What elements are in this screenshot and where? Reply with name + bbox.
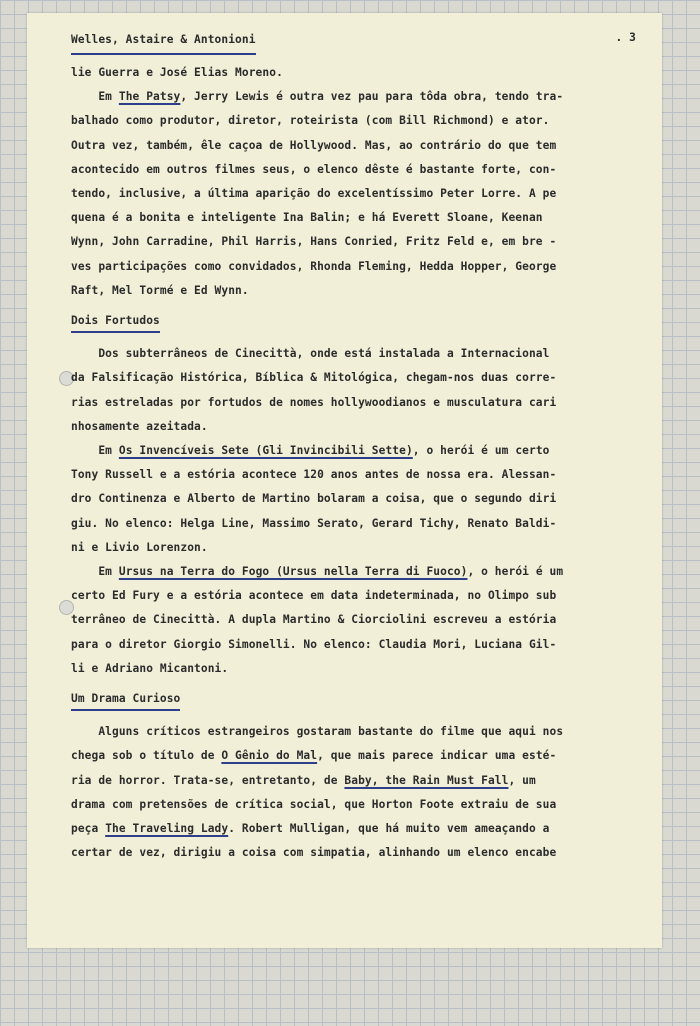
sections xyxy=(71,303,636,865)
film-title: The Traveling Lady xyxy=(105,822,229,836)
text-segment: ni e Livio Lorenzon. xyxy=(71,540,208,554)
text-line xyxy=(71,109,636,133)
text-segment: drama com pretensões de crítica social, que Horton Foote extraiu de sua xyxy=(71,797,557,811)
text-segment: nhosamente azeitada. xyxy=(71,419,208,433)
text-line xyxy=(71,536,636,560)
text-line xyxy=(71,841,636,865)
film-title: Ursus na Terra do Fogo (Ursus nella Terra di Fuoco) xyxy=(118,565,468,579)
text-segment: , o herói é um xyxy=(467,565,564,579)
text-segment: Raft, Mel Tormé e Ed Wynn. xyxy=(71,283,249,297)
text-segment: certo Ed Fury e a estória acontece em data indeterminada, no Olimpo sub xyxy=(71,589,557,603)
text-line xyxy=(71,230,636,254)
text-line xyxy=(71,633,636,657)
text-segment: ria de horror. Trata-se, entretanto, de xyxy=(71,773,345,787)
text-segment: peça xyxy=(71,822,106,836)
text-segment: , um xyxy=(508,773,536,787)
text-line xyxy=(71,487,636,511)
text-segment: Em xyxy=(71,444,119,458)
text-line xyxy=(71,342,636,366)
text-segment: Wynn, John Carradine, Phil Harris, Hans Conried, Fritz Feld e, em bre - xyxy=(71,235,557,249)
text-segment: tendo, inclusive, a última aparição do excelentíssimo Peter Lorre. A pe xyxy=(71,187,557,201)
document-text xyxy=(71,28,636,866)
text-segment: Outra vez, também, êle caçoa de Hollywood. Mas, ao contrário do que tem xyxy=(71,138,557,152)
text-line xyxy=(71,744,636,768)
text-segment: giu. No elenco: Helga Line, Massimo Serato, Gerard Tichy, Renato Baldi- xyxy=(71,516,557,530)
text-segment: Em xyxy=(71,565,119,579)
text-segment: acontecido em outros filmes seus, o elenco dêste é bastante forte, con- xyxy=(71,162,557,176)
text-segment: quena é a bonita e inteligente Ina Balin; e há Everett Sloane, Keenan xyxy=(71,211,543,225)
text-line xyxy=(71,463,636,487)
text-segment: da Falsificação Histórica, Bíblica & Mitológica, chegam-nos duas corre- xyxy=(71,371,557,385)
text-segment: , o herói é um certo xyxy=(412,444,550,458)
text-segment: Alguns críticos estrangeiros gostaram bastante do filme que aqui nos xyxy=(71,725,564,739)
text-line xyxy=(71,61,636,85)
text-segment: terrâneo de Cinecittà. A dupla Martino & Ciorciolini escreveu a estória xyxy=(71,613,557,627)
header-title: Welles, Astaire & Antonioni xyxy=(71,28,256,55)
film-title: Os Invencíveis Sete (Gli Invincibili Sette) xyxy=(118,444,413,458)
text-segment: Dos subterrâneos de Cinecittà, onde está instalada a Internacional xyxy=(71,347,550,361)
text-line xyxy=(71,608,636,632)
text-line xyxy=(71,769,636,793)
text-line xyxy=(71,560,636,584)
text-segment: dro Continenza e Alberto de Martino bolaram a coisa, que o segundo diri xyxy=(71,492,557,506)
text-segment: Em xyxy=(71,90,119,104)
text-line xyxy=(71,134,636,158)
section-body xyxy=(71,720,636,865)
text-segment: balhado como produtor, diretor, roteirista (com Bill Richmond) e ator. xyxy=(71,114,550,128)
text-segment: certar de vez, dirigiu a coisa com simpatia, alinhando um elenco encabe xyxy=(71,846,557,860)
film-title: Baby, the Rain Must Fall xyxy=(344,773,509,787)
text-segment: li e Adriano Micantoni. xyxy=(71,661,229,675)
page-header xyxy=(71,28,636,52)
text-segment: Tony Russell e a estória acontece 120 anos antes de nossa era. Alessan- xyxy=(71,468,557,482)
text-line xyxy=(71,206,636,230)
text-line xyxy=(71,415,636,439)
text-segment: . Robert Mulligan, que há muito vem ameaçando a xyxy=(228,822,550,836)
text-line xyxy=(71,793,636,817)
text-segment: chega sob o título de xyxy=(71,749,222,763)
text-segment: , que mais parece indicar uma esté- xyxy=(317,749,557,763)
film-title: The Patsy xyxy=(118,90,181,104)
page-number: . 3 xyxy=(615,31,636,44)
section-title: Um Drama Curioso xyxy=(71,690,180,711)
text-line xyxy=(71,158,636,182)
text-line xyxy=(71,657,636,681)
text-line xyxy=(71,584,636,608)
text-segment: ves participações como convidados, Rhonda Fleming, Hedda Hopper, George xyxy=(71,259,557,273)
film-title: O Gênio do Mal xyxy=(221,749,318,763)
text-line xyxy=(71,255,636,279)
text-segment: , Jerry Lewis é outra vez pau para tôda obra, tendo tra- xyxy=(180,90,564,104)
text-line xyxy=(71,366,636,390)
text-segment: lie Guerra e José Elias Moreno. xyxy=(71,66,283,79)
text-line xyxy=(71,817,636,841)
text-line xyxy=(71,85,636,109)
text-line xyxy=(71,182,636,206)
text-segment: rias estreladas por fortudos de nomes hollywoodianos e musculatura cari xyxy=(71,395,557,409)
section-heading xyxy=(71,687,636,711)
text-line xyxy=(71,439,636,463)
section-heading xyxy=(71,309,636,333)
section-body xyxy=(71,342,636,681)
text-line xyxy=(71,279,636,303)
section-title: Dois Fortudos xyxy=(71,312,160,333)
text-line xyxy=(71,720,636,744)
intro-paragraph xyxy=(71,61,636,303)
text-line xyxy=(71,512,636,536)
text-line xyxy=(71,391,636,415)
text-segment: para o diretor Giorgio Simonelli. No elenco: Claudia Mori, Luciana Gil- xyxy=(71,637,557,651)
